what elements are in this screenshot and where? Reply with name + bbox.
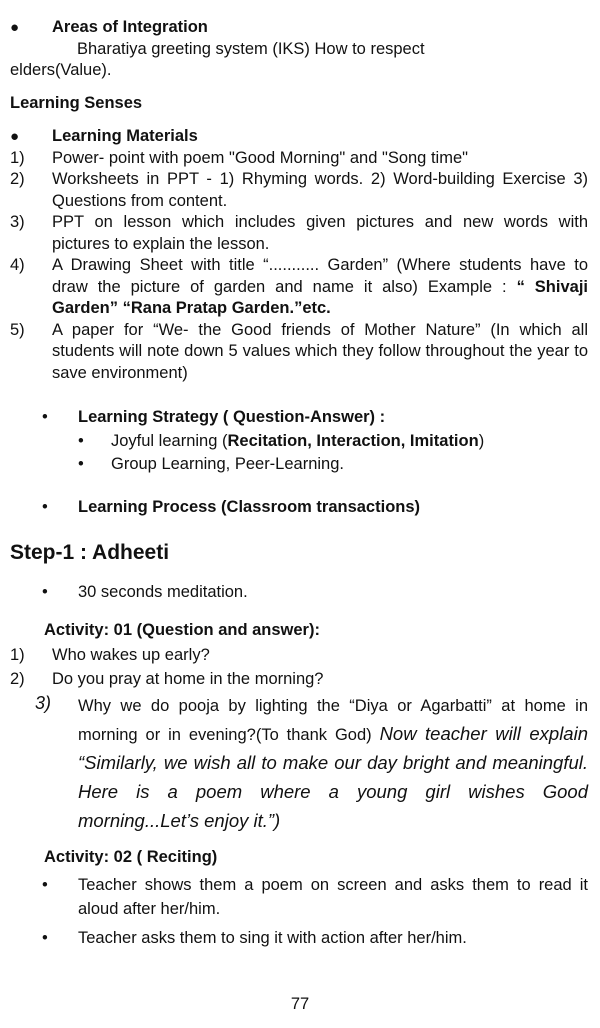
item-number: 3) <box>10 213 25 231</box>
item-text: Who wakes up early? <box>52 646 210 664</box>
bullet-icon: • <box>42 583 48 601</box>
item-text: Teacher asks them to sing it with action after her/him. <box>78 929 467 947</box>
bullet-icon: • <box>78 431 84 450</box>
activity-2-items <box>10 873 588 950</box>
item-text <box>52 255 588 320</box>
materials-item <box>10 320 588 385</box>
item-number: 5) <box>10 320 25 339</box>
list-item <box>10 693 588 836</box>
strategy-sub-2: Group Learning, Peer-Learning. <box>111 455 344 473</box>
learning-senses-heading: Learning Senses <box>10 94 143 112</box>
item-number: 1) <box>10 148 25 167</box>
strategy-sub-1: Joyful learning (Recitation, Interaction, Imitation) <box>111 431 485 450</box>
materials-item <box>10 169 588 212</box>
areas-line-1: Bharatiya greeting system (IKS) How to respect <box>77 39 425 58</box>
activity-1 <box>44 620 588 642</box>
bullet-icon: ● <box>10 19 20 36</box>
item-text: Do you pray at home in the morning? <box>52 670 324 688</box>
list-item <box>10 645 588 669</box>
item-text: Worksheets in PPT - 1) Rhyming words. 2) Word-building Exercise 3) Questions from content. <box>52 170 588 210</box>
item-number: 2) <box>10 170 25 188</box>
list-item <box>10 873 588 921</box>
step-1-title: Step-1 : Adheeti <box>10 541 170 564</box>
item-text-bold: “ Shivaji Garden” “Rana Pratap Garden.”etc. <box>52 277 588 317</box>
step-1-item <box>10 582 588 604</box>
areas-heading: Areas of Integration <box>52 18 208 36</box>
materials-item <box>10 212 588 255</box>
step-1-text: 30 seconds meditation. <box>78 583 248 601</box>
item-text: Teacher shows them a poem on screen and asks them to read it aloud after her/him. <box>78 876 588 918</box>
areas-line-2: elders(Value). <box>10 61 112 79</box>
areas-of-integration <box>10 17 588 82</box>
list-item <box>10 669 588 693</box>
learning-process <box>10 497 588 519</box>
item-number: 4) <box>10 256 25 274</box>
materials-item <box>10 255 588 320</box>
learning-materials <box>10 126 588 384</box>
strategy-heading: Learning Strategy ( Question-Answer) : <box>78 408 386 426</box>
item-text: PPT on lesson which includes given pictures and new words with pictures to explain the lesson. <box>52 213 588 253</box>
bullet-icon: ● <box>10 128 20 145</box>
learning-strategy <box>10 407 588 476</box>
activity-1-items <box>10 645 588 836</box>
item-text-main: Why we do pooja by lighting the “Diya or Agarbatti” at home in morning or in evening?(To thank God) <box>78 697 588 744</box>
bullet-icon: • <box>42 408 48 426</box>
item-text: A paper for “We- the Good friends of Mother Nature” (In which all students will note down 5 values which they follow throughout the year to save environment) <box>52 320 588 382</box>
page-number: 77 <box>290 995 310 1013</box>
materials-heading: Learning Materials <box>52 127 198 145</box>
process-heading: Learning Process (Classroom transactions) <box>78 498 421 516</box>
item-number: 3) <box>35 693 52 713</box>
activity-1-heading: Activity: 01 (Question and answer): <box>44 621 320 639</box>
item-number: 2) <box>10 670 25 688</box>
bullet-icon: • <box>78 455 84 473</box>
item-text-main: A Drawing Sheet with title “........... Garden” (Where students have to draw the picture of garden and name it also) Example : <box>52 256 588 296</box>
item-text: Power- point with poem "Good Morning" and "Song time" <box>52 148 468 167</box>
item-number: 1) <box>10 646 25 664</box>
materials-item <box>10 148 588 170</box>
bullet-icon: • <box>42 929 48 947</box>
bullet-icon: • <box>42 876 48 894</box>
item-text <box>78 693 588 836</box>
item-text-italic: Now teacher will explain “Similarly, we wish all to make our day bright and meaningful. Here is a poem where a young girl wishes Good morning...Let’s enjoy it.”) <box>78 723 588 831</box>
activity-2-heading: Activity: 02 ( Reciting) <box>44 848 218 866</box>
list-item <box>10 926 588 950</box>
bullet-icon: • <box>42 498 48 516</box>
